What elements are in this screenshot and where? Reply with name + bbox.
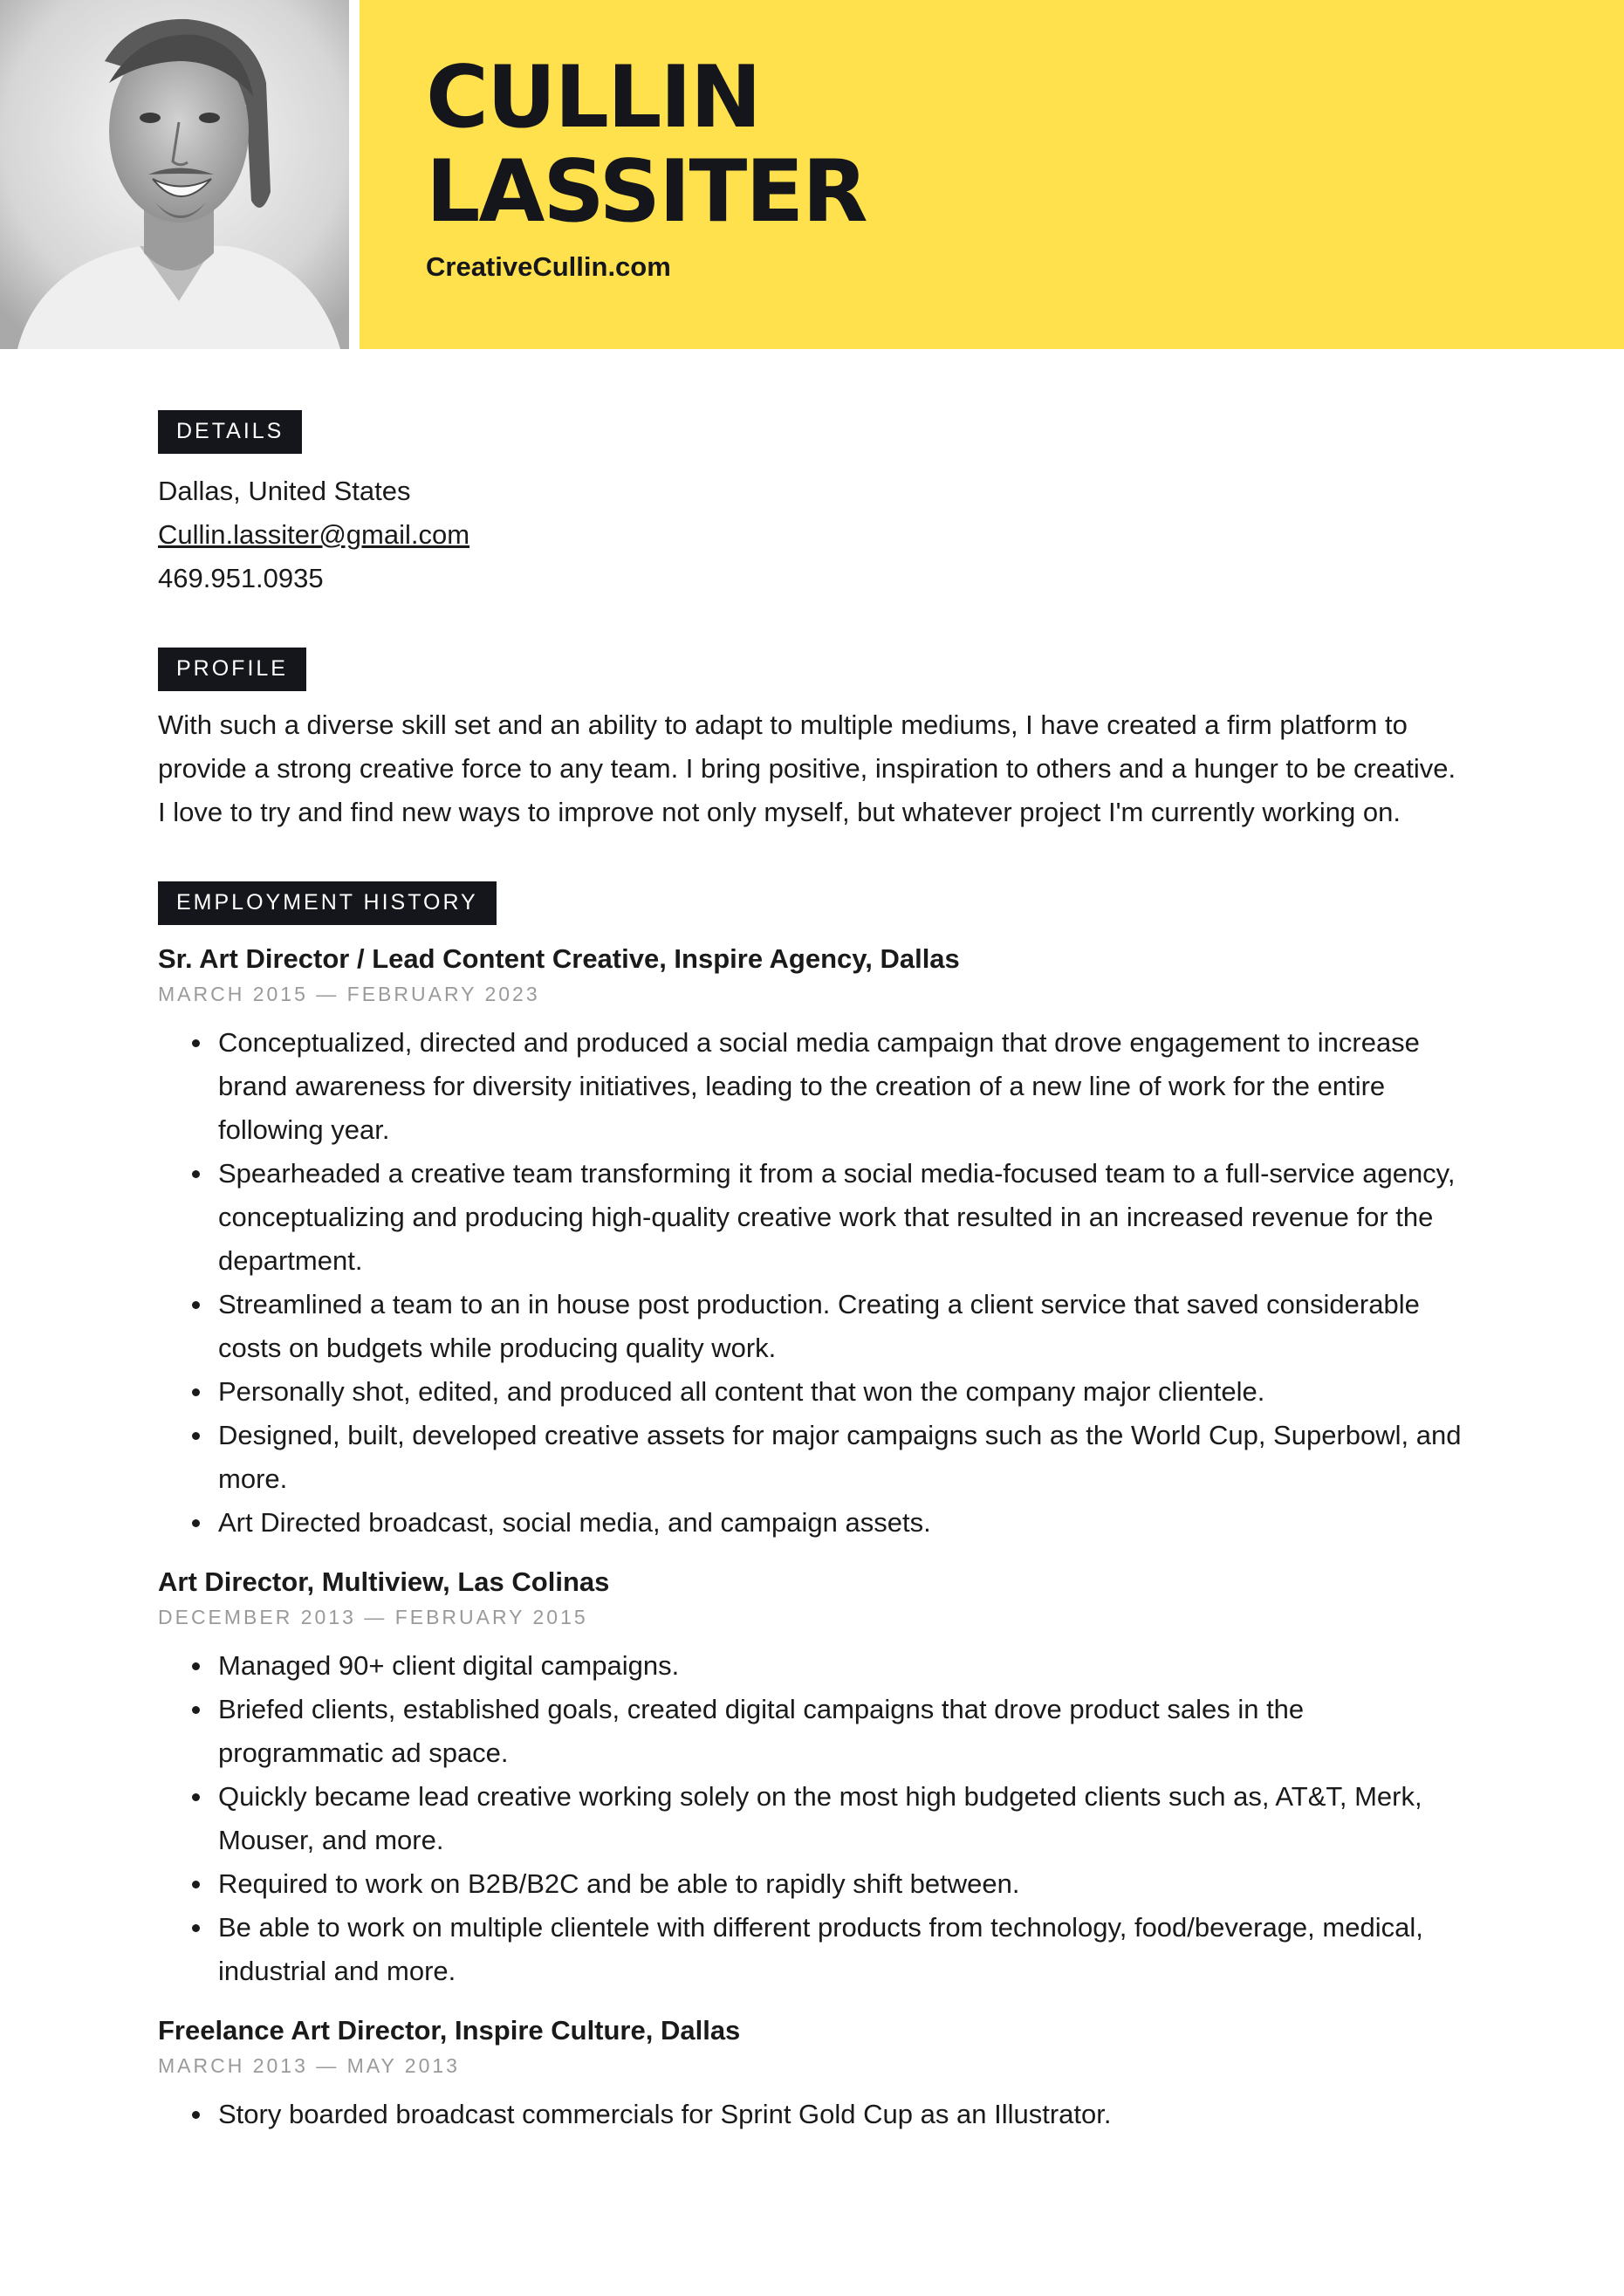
employment-heading: EMPLOYMENT HISTORY xyxy=(158,881,497,925)
website-link[interactable]: CreativeCullin.com xyxy=(426,251,671,282)
job-dates: MARCH 2013 — MAY 2013 xyxy=(158,2054,460,2077)
bullet-item: Story boarded broadcast commercials for Sprint Gold Cup as an Illustrator. xyxy=(218,2093,1466,2136)
job-bullets xyxy=(158,1021,1467,1545)
employment-section xyxy=(158,881,1467,2136)
job-title: Freelance Art Director, Inspire Culture, Dallas xyxy=(158,2015,741,2046)
job-entry xyxy=(158,1564,1467,1993)
profile-section xyxy=(158,648,1467,834)
profile-photo xyxy=(0,0,349,349)
profile-text: With such a diverse skill set and an ability to adapt to multiple mediums, I have created a firm platform to provide a strong creative force to any team. I bring positive, inspiration to others and a hunger to be creative. I love to try and find new ways to improve not only myself, but whatever project I'm currently working on. xyxy=(158,709,1456,827)
bullet-item: Be able to work on multiple clientele with different products from technology, food/beverage, medical, industrial and more. xyxy=(218,1906,1466,1993)
job-title: Sr. Art Director / Lead Content Creative, Inspire Agency, Dallas xyxy=(158,943,960,974)
profile-heading: PROFILE xyxy=(158,648,306,691)
header-banner xyxy=(360,0,1624,349)
portrait-illustration xyxy=(0,0,349,349)
bullet-item: Conceptualized, directed and produced a social media campaign that drove engagement to increase brand awareness for diversity initiatives, leading to the creation of a new line of work for the entire following year. xyxy=(218,1021,1466,1152)
bullet-item: Personally shot, edited, and produced all content that won the company major clientele. xyxy=(218,1370,1466,1414)
job-entry xyxy=(158,2012,1467,2136)
last-name: LASSITER xyxy=(426,142,867,242)
job-bullets xyxy=(158,1644,1467,1993)
job-bullets xyxy=(158,2093,1467,2136)
bullet-item: Required to work on B2B/B2C and be able to rapidly shift between. xyxy=(218,1862,1466,1906)
phone-text: 469.951.0935 xyxy=(158,563,324,593)
bullet-item: Streamlined a team to an in house post production. Creating a client service that saved considerable costs on budgets while producing quality work. xyxy=(218,1283,1466,1370)
bullet-item: Designed, built, developed creative assets for major campaigns such as the World Cup, Superbowl, and more. xyxy=(218,1414,1466,1501)
first-name: CULLIN xyxy=(426,48,760,147)
job-entry xyxy=(158,941,1467,1545)
bullet-item: Briefed clients, established goals, created digital campaigns that drove product sales in the programmatic ad space. xyxy=(218,1688,1466,1775)
job-dates: DECEMBER 2013 — FEBRUARY 2015 xyxy=(158,1606,588,1628)
bullet-item: Quickly became lead creative working solely on the most high budgeted clients such as, AT&T, Merk, Mouser, and more. xyxy=(218,1775,1466,1862)
job-title: Art Director, Multiview, Las Colinas xyxy=(158,1566,610,1597)
details-list xyxy=(158,469,1467,600)
candidate-name xyxy=(426,48,867,242)
job-dates: MARCH 2015 — FEBRUARY 2023 xyxy=(158,983,540,1005)
bullet-item: Spearheaded a creative team transforming it from a social media-focused team to a full-service agency, conceptualizing and producing high-quality creative work that resulted in an increased revenue for the department. xyxy=(218,1152,1466,1283)
resume-body xyxy=(158,410,1467,2183)
details-heading: DETAILS xyxy=(158,410,302,454)
location-text: Dallas, United States xyxy=(158,476,411,506)
details-section xyxy=(158,410,1467,600)
bullet-item: Managed 90+ client digital campaigns. xyxy=(218,1644,1466,1688)
bullet-item: Art Directed broadcast, social media, and campaign assets. xyxy=(218,1501,1466,1545)
email-link[interactable]: Cullin.lassiter@gmail.com xyxy=(158,519,470,550)
